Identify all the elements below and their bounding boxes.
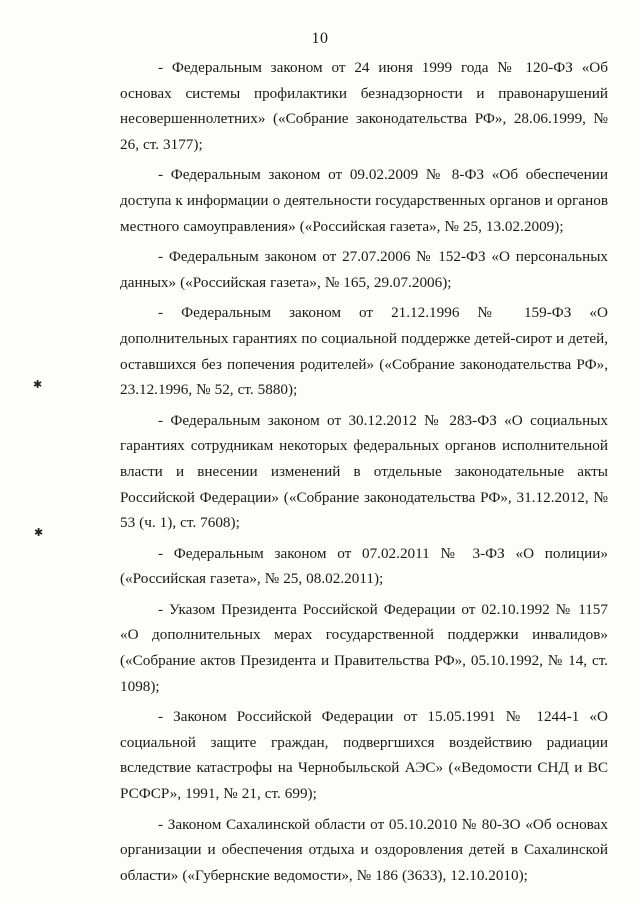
law-reference-paragraph: - Законом Сахалинской области от 05.10.2010 № 80-ЗО «Об основах организации и обеспечения отдыха и оздоровления детей в Сахалинской области» («Губернские ведомости», № 186 (3633), 12.10.2010); — [120, 815, 608, 884]
law-reference-paragraph: - Федеральным законом от 30.12.2012 № 283-ФЗ «О социальных гарантиях сотрудникам некоторых федеральных органов исполнительной власти и внесении изменений в отдельные законодательные акты Российской Федерации» («Собрание законодательства РФ», 31.12.2012, № 53 (ч. 1), ст. 7608); — [120, 411, 608, 532]
scan-artifact-mark: ✱ — [33, 378, 43, 391]
law-reference-paragraph: - Федеральным законом от 27.07.2006 № 152-ФЗ «О персональных данных» («Российская газета», № 165, 29.07.2006); — [120, 248, 608, 291]
document-body — [120, 55, 608, 893]
law-reference-paragraph: - Законом Российской Федерации от 15.05.1991 № 1244-1 «О социальной защите граждан, подвергшихся воздействию радиации вследствие катастрофы на Чернобыльской АЭС» («Ведомости СНД и ВС РСФСР», 1991, № 21, ст. 699); — [120, 708, 608, 803]
scan-artifact-mark: ✱ — [34, 526, 44, 539]
law-reference-paragraph: - Федеральным законом от 09.02.2009 № 8-ФЗ «Об обеспечении доступа к информации о деятельности государственных органов и органов местного самоуправления» («Российская газета», № 25, 13.02.2009); — [120, 166, 608, 235]
law-reference-paragraph: - Федеральным законом от 07.02.2011 № 3-ФЗ «О полиции» («Российская газета», № 25, 08.02.2011); — [120, 544, 608, 588]
page-number: 10 — [311, 30, 329, 47]
law-reference-paragraph: - Федеральным законом от 24 июня 1999 года № 120-ФЗ «Об основах системы профилактики безнадзорности и правонарушений несовершеннолетних» («Собрание законодательства РФ», 28.06.1999, № 26, ст. 3177); — [120, 59, 608, 153]
law-reference-paragraph: - Указом Президента Российской Федерации от 02.10.1992 № 1157 «О дополнительных мерах государственной поддержки инвалидов» («Собрание актов Президента и Правительства РФ», 05.10.1992, № 14, ст. 1098); — [120, 600, 608, 695]
law-reference-paragraph: - Федеральным законом от 21.12.1996 № 159-ФЗ «О дополнительных гарантиях по социальной поддержке детей-сирот и детей, оставшихся без попечения родителей» («Собрание законодательства РФ», 23.12.1996, № 52, ст. 5880); — [120, 304, 608, 399]
